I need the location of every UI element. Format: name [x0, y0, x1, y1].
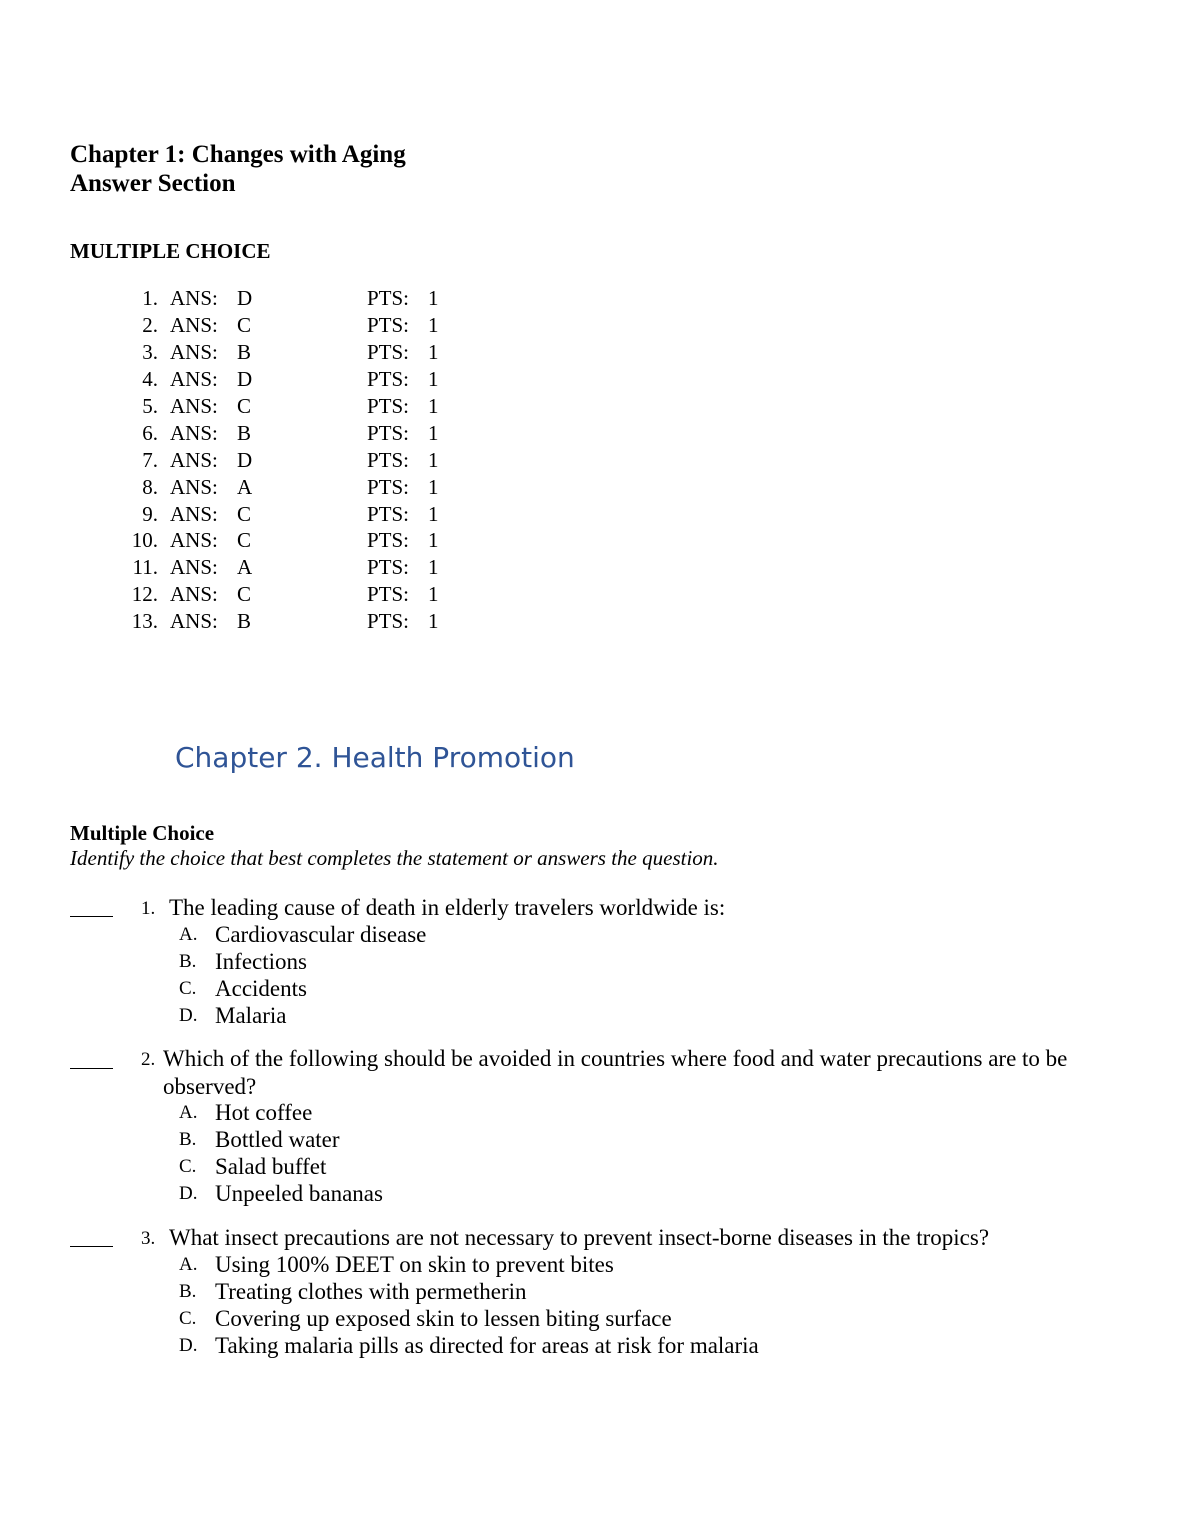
answer-row — [0, 608, 600, 635]
answer-number: 9. — [142, 502, 158, 526]
answer-number: 12. — [131, 582, 158, 606]
answer-row — [0, 527, 600, 554]
answer-number: 4. — [142, 367, 158, 391]
answer-value: B — [237, 609, 252, 633]
points-value: 1 — [428, 313, 439, 337]
question-text: Which of the following should be avoided in countries where food and water precautions are to be observed? — [163, 1046, 1068, 1099]
option-text: Taking malaria pills as directed for areas at risk for malaria — [215, 1333, 759, 1358]
answer-number: 5. — [142, 394, 158, 418]
ans-label: ANS: — [170, 421, 218, 445]
points-value: 1 — [428, 609, 439, 633]
answer-row — [0, 285, 600, 312]
answer-number: 8. — [142, 475, 158, 499]
answer-value: B — [237, 421, 252, 445]
option-text: Using 100% DEET on skin to prevent bites — [215, 1252, 614, 1277]
points-value: 1 — [428, 475, 439, 499]
ans-label: ANS: — [170, 340, 218, 364]
answer-value: C — [237, 394, 252, 418]
option-text: Unpeeled bananas — [215, 1181, 383, 1206]
answer-number: 11. — [132, 555, 158, 579]
option-letter: B. — [179, 1129, 197, 1150]
answer-row — [0, 366, 600, 393]
option-letter: D. — [179, 1005, 198, 1026]
ans-label: ANS: — [170, 609, 218, 633]
answer-number: 13. — [131, 609, 158, 633]
chapter-2-title: Chapter 2. Health Promotion — [175, 741, 575, 774]
ans-label: ANS: — [170, 367, 218, 391]
question-number: 1. — [141, 898, 156, 919]
answer-number: 3. — [142, 340, 158, 364]
answer-value: A — [237, 555, 253, 579]
ans-label: ANS: — [170, 313, 218, 337]
pts-label: PTS: — [367, 528, 410, 552]
multiple-choice-heading-2: Multiple Choice — [70, 821, 215, 845]
answer-number: 2. — [142, 313, 158, 337]
ans-label: ANS: — [170, 582, 218, 606]
answer-value: C — [237, 528, 252, 552]
answer-number: 1. — [142, 286, 158, 310]
points-value: 1 — [428, 367, 439, 391]
answer-row — [0, 420, 600, 447]
pts-label: PTS: — [367, 367, 410, 391]
option-text: Treating clothes with permetherin — [215, 1279, 527, 1304]
question-number: 2. — [141, 1049, 156, 1070]
pts-label: PTS: — [367, 448, 410, 472]
option-text: Accidents — [215, 976, 307, 1001]
ans-label: ANS: — [170, 555, 218, 579]
ans-label: ANS: — [170, 286, 218, 310]
ans-label: ANS: — [170, 502, 218, 526]
points-value: 1 — [428, 448, 439, 472]
option-text: Salad buffet — [215, 1154, 327, 1179]
pts-label: PTS: — [367, 582, 410, 606]
pts-label: PTS: — [367, 475, 410, 499]
pts-label: PTS: — [367, 421, 410, 445]
answer-row — [0, 554, 600, 581]
points-value: 1 — [428, 286, 439, 310]
points-value: 1 — [428, 582, 439, 606]
option-letter: D. — [179, 1335, 198, 1356]
answer-value: C — [237, 313, 252, 337]
instructions-text: Identify the choice that best completes the statement or answers the question. — [70, 846, 719, 870]
answer-value: B — [237, 340, 252, 364]
pts-label: PTS: — [367, 609, 410, 633]
pts-label: PTS: — [367, 286, 410, 310]
option-text: Covering up exposed skin to lessen biting surface — [215, 1306, 672, 1331]
ans-label: ANS: — [170, 448, 218, 472]
points-value: 1 — [428, 502, 439, 526]
answer-row — [0, 393, 600, 420]
points-value: 1 — [428, 528, 439, 552]
multiple-choice-heading: MULTIPLE CHOICE — [70, 239, 271, 263]
answer-value: C — [237, 502, 252, 526]
option-letter: D. — [179, 1183, 198, 1204]
answer-blank[interactable] — [70, 1246, 113, 1247]
ans-label: ANS: — [170, 475, 218, 499]
pts-label: PTS: — [367, 394, 410, 418]
answer-row — [0, 447, 600, 474]
option-text: Infections — [215, 949, 307, 974]
option-letter: C. — [179, 1156, 197, 1177]
question-text: What insect precautions are not necessary to prevent insect-borne diseases in the tropics? — [169, 1225, 990, 1250]
answer-number: 10. — [131, 528, 158, 552]
question-text: The leading cause of death in elderly travelers worldwide is: — [169, 895, 726, 920]
answer-row — [0, 581, 600, 608]
answer-row — [0, 474, 600, 501]
answer-row — [0, 312, 600, 339]
option-text: Cardiovascular disease — [215, 922, 427, 947]
answer-value: D — [237, 448, 253, 472]
answer-number: 6. — [142, 421, 158, 445]
option-letter: A. — [179, 1254, 198, 1275]
answer-row — [0, 339, 600, 366]
points-value: 1 — [428, 421, 439, 445]
pts-label: PTS: — [367, 555, 410, 579]
pts-label: PTS: — [367, 313, 410, 337]
answer-value: C — [237, 582, 252, 606]
option-letter: A. — [179, 924, 198, 945]
answer-number: 7. — [142, 448, 158, 472]
ans-label: ANS: — [170, 528, 218, 552]
points-value: 1 — [428, 555, 439, 579]
answer-value: D — [237, 286, 253, 310]
answer-value: D — [237, 367, 253, 391]
option-letter: B. — [179, 1281, 197, 1302]
question-number: 3. — [141, 1228, 156, 1249]
answer-row — [0, 501, 600, 528]
option-letter: C. — [179, 978, 197, 999]
answer-section-subtitle: Answer Section — [70, 170, 236, 197]
answer-value: A — [237, 475, 253, 499]
chapter-1-title: Chapter 1: Changes with Aging — [70, 141, 406, 168]
ans-label: ANS: — [170, 394, 218, 418]
answer-blank[interactable] — [70, 1068, 113, 1069]
pts-label: PTS: — [367, 502, 410, 526]
points-value: 1 — [428, 394, 439, 418]
option-letter: C. — [179, 1308, 197, 1329]
answer-blank[interactable] — [70, 916, 113, 917]
option-text: Hot coffee — [215, 1100, 313, 1125]
option-text: Malaria — [215, 1003, 287, 1028]
points-value: 1 — [428, 340, 439, 364]
option-text: Bottled water — [215, 1127, 340, 1152]
option-letter: B. — [179, 951, 197, 972]
option-letter: A. — [179, 1102, 198, 1123]
pts-label: PTS: — [367, 340, 410, 364]
